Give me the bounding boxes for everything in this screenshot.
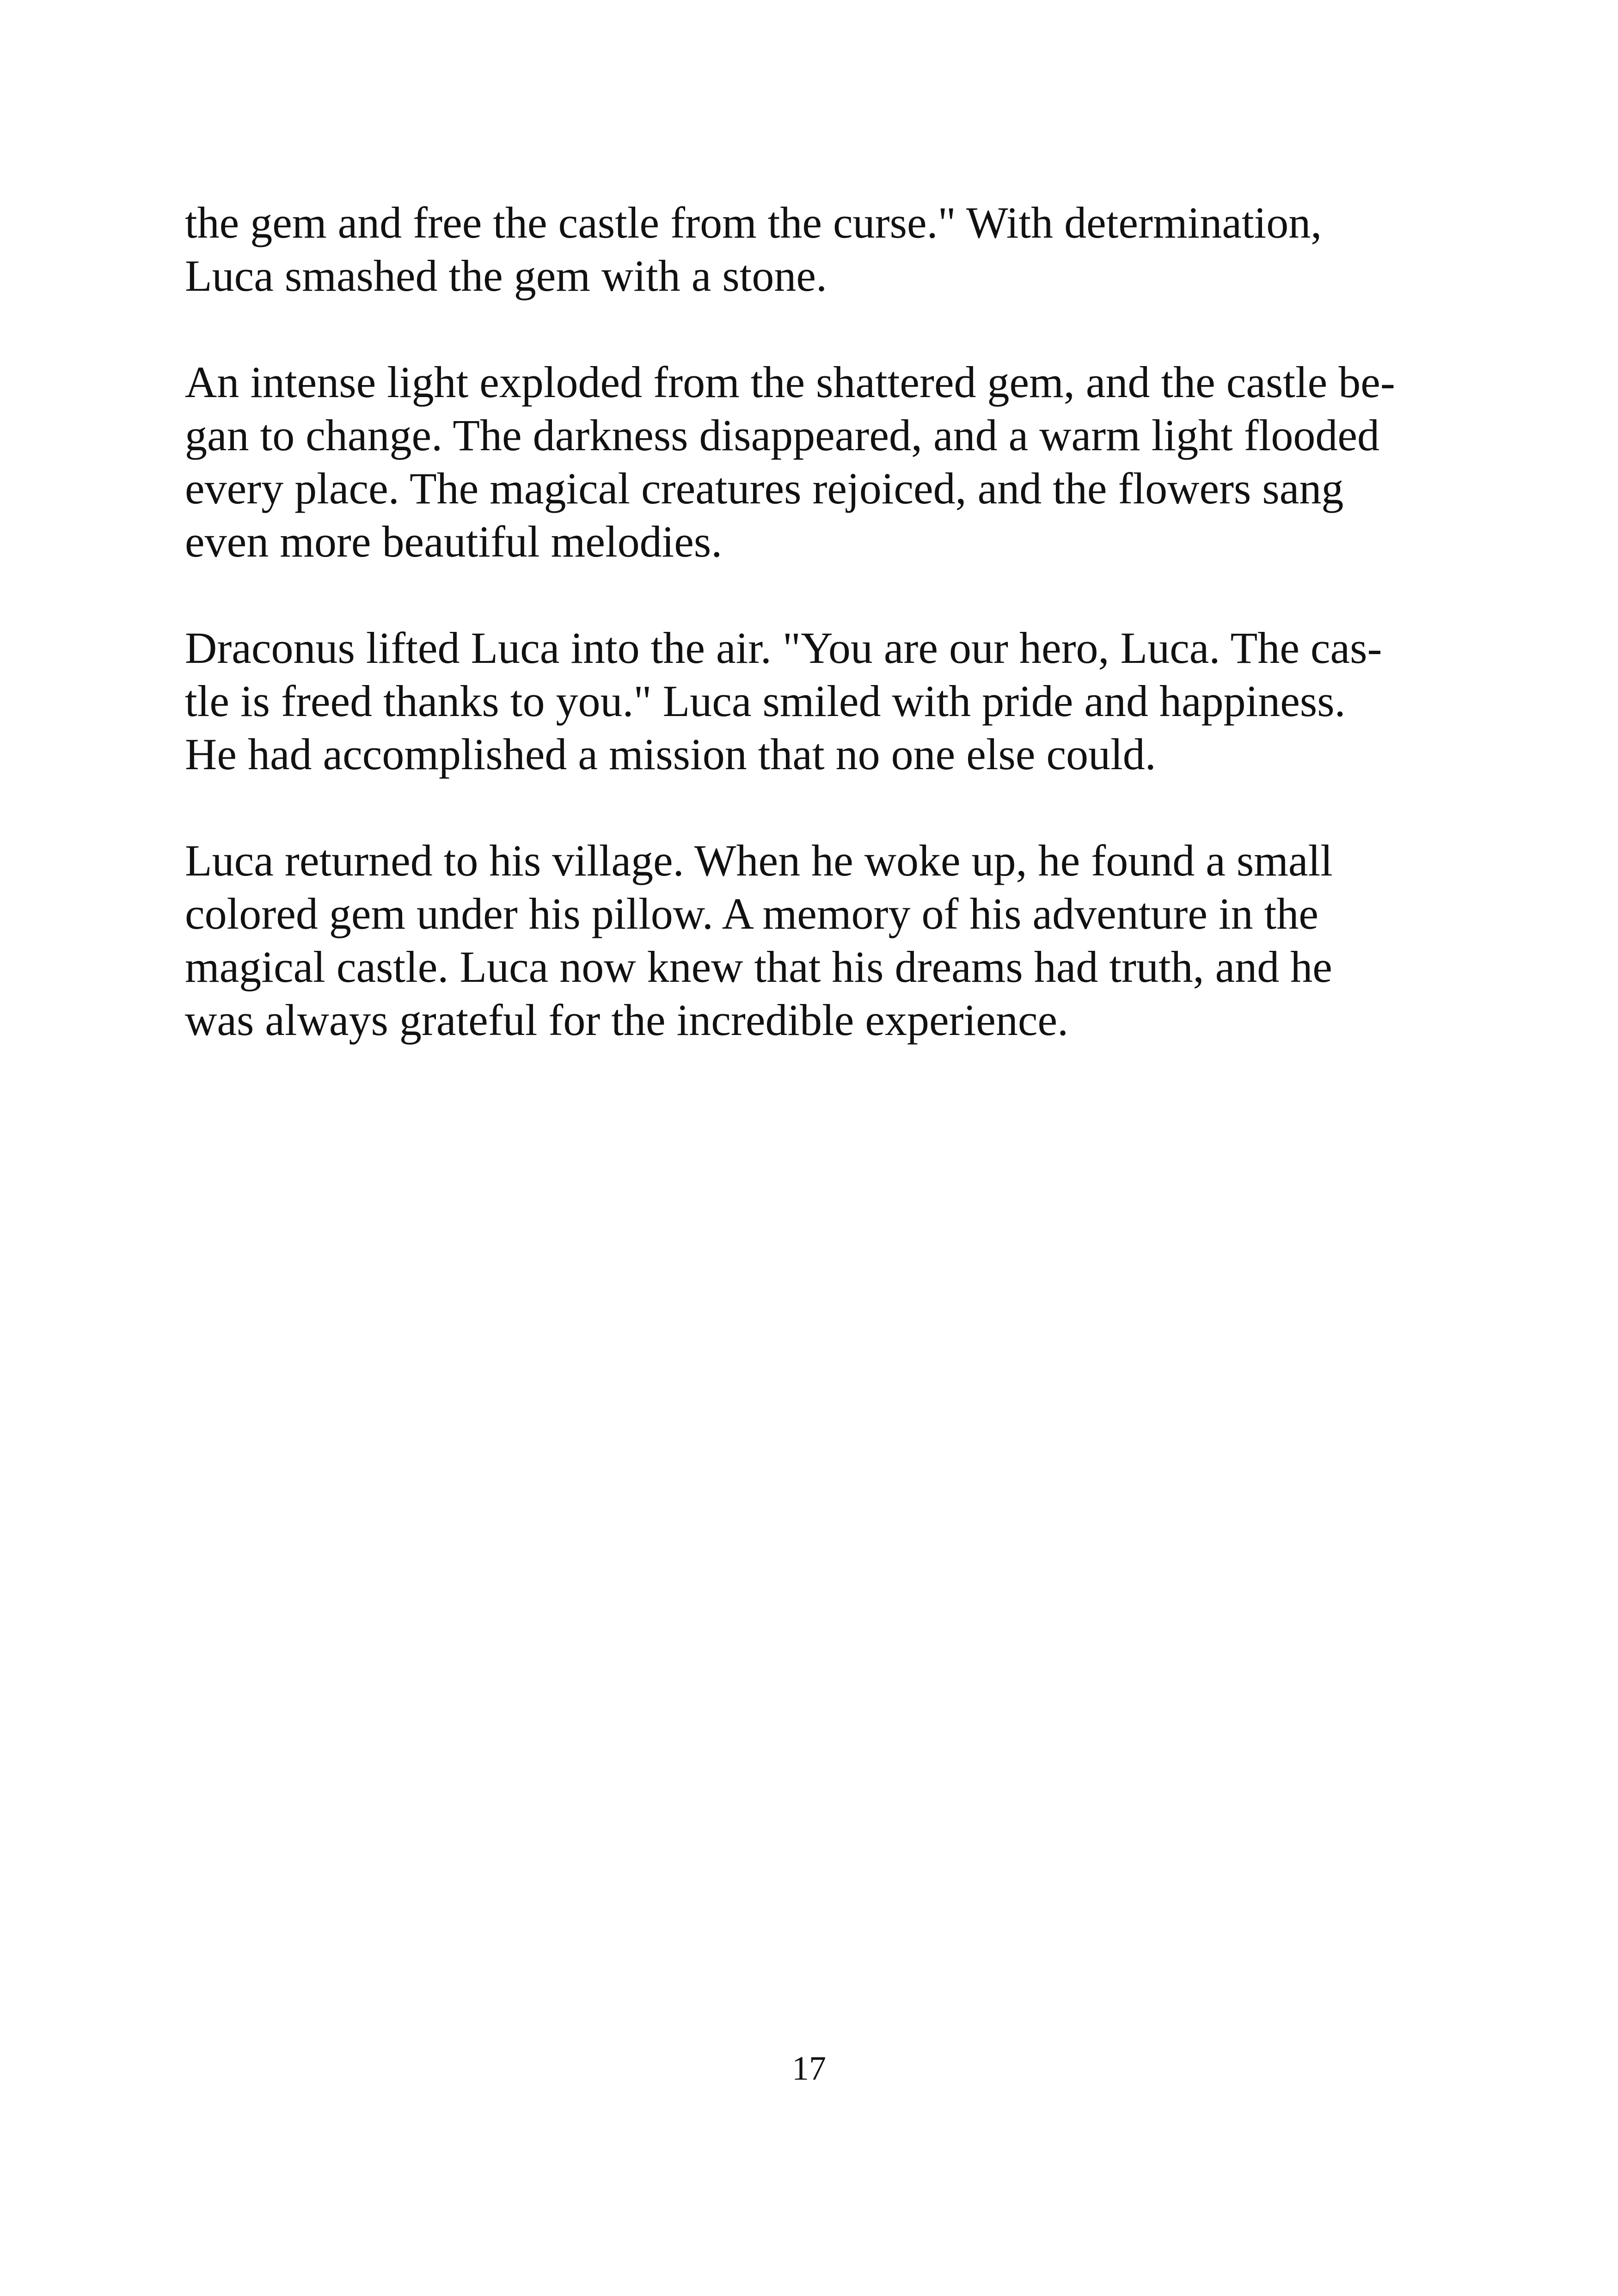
text-line: He had accomplished a mission that no one else could.	[185, 729, 1156, 779]
text-line: An intense light exploded from the shattered gem, and the castle be-	[185, 357, 1395, 407]
text-line: the gem and free the castle from the curse." With determination,	[185, 198, 1322, 247]
text-line: every place. The magical creatures rejoiced, and the flowers sang	[185, 464, 1344, 513]
paragraph-4	[185, 834, 1461, 1047]
text-line: was always grateful for the incredible experience.	[185, 995, 1069, 1045]
paragraph-2	[185, 355, 1461, 568]
body-text	[185, 196, 1461, 1100]
paragraph-3	[185, 621, 1461, 781]
page-number: 17	[792, 2050, 826, 2088]
text-line: Draconus lifted Luca into the air. "You are our hero, Luca. The cas-	[185, 623, 1382, 673]
text-line: tle is freed thanks to you." Luca smiled with pride and happiness.	[185, 676, 1346, 726]
text-line: Luca smashed the gem with a stone.	[185, 251, 827, 300]
text-line: Luca returned to his village. When he woke up, he found a small	[185, 836, 1333, 885]
text-line: even more beautiful melodies.	[185, 517, 723, 566]
text-line: colored gem under his pillow. A memory of his adventure in the	[185, 889, 1318, 938]
paragraph-1	[185, 196, 1461, 302]
text-line: magical castle. Luca now knew that his dreams had truth, and he	[185, 942, 1332, 992]
text-line: gan to change. The darkness disappeared, and a warm light flooded	[185, 410, 1380, 460]
